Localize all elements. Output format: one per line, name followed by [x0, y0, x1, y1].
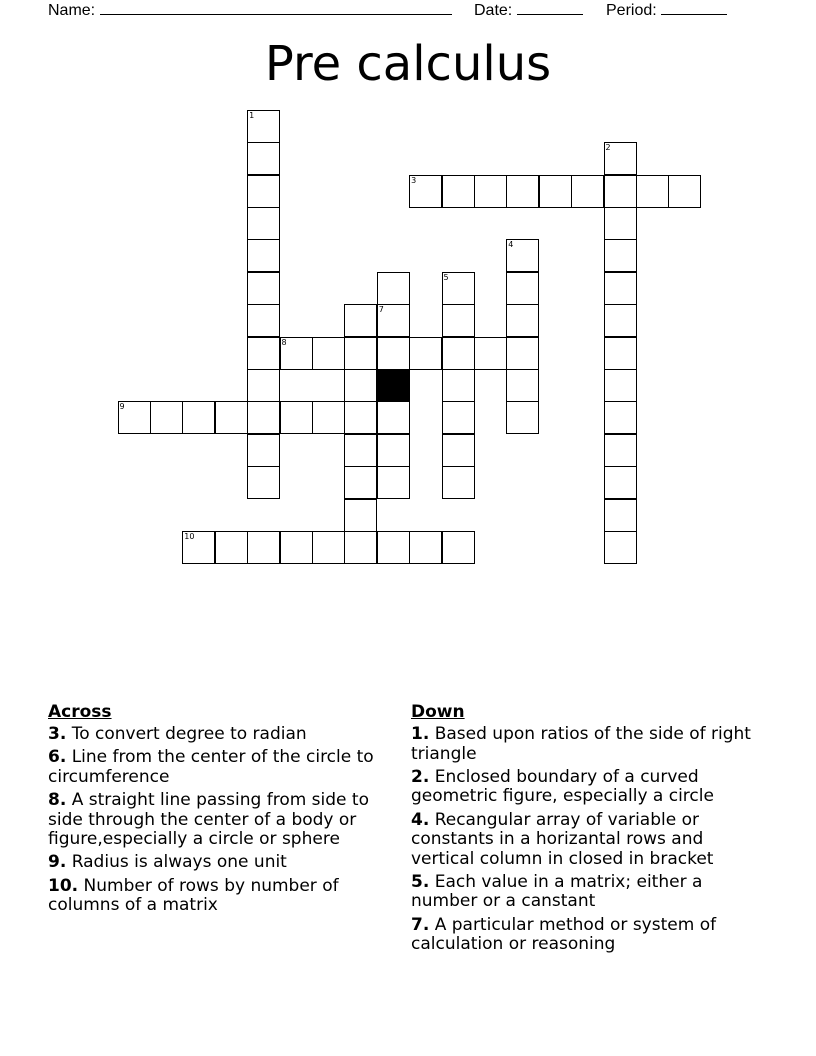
grid-cell[interactable]	[506, 239, 539, 272]
grid-cell[interactable]	[442, 175, 475, 208]
grid-cell[interactable]	[247, 207, 280, 240]
grid-cell[interactable]	[247, 466, 280, 499]
grid-cell[interactable]	[182, 401, 215, 434]
clue-number: 4	[508, 240, 514, 250]
grid-cell[interactable]	[344, 337, 377, 370]
clue-item-text: Enclosed boundary of a curved geometric figure, especially a circle	[411, 766, 714, 807]
clue-item-number: 1.	[411, 724, 430, 744]
grid-cell[interactable]	[409, 337, 442, 370]
grid-cell[interactable]	[604, 207, 637, 240]
grid-cell[interactable]	[215, 531, 248, 564]
clue-item	[411, 811, 761, 870]
clue-number: 1	[249, 110, 255, 120]
puzzle-title: Pre calculus	[264, 36, 552, 92]
clue-item-text: A particular method or system of calculation or reasoning	[411, 914, 717, 955]
grid-cell[interactable]	[571, 175, 604, 208]
clue-item-text: Radius is always one unit	[71, 852, 287, 873]
clue-item-text: Line from the center of the circle to circumference	[48, 747, 374, 787]
grid-cell[interactable]	[604, 401, 637, 434]
grid-cell[interactable]	[344, 304, 377, 337]
clue-item-number: 4.	[411, 809, 430, 830]
grid-cell[interactable]	[604, 239, 637, 272]
name-label: Name:	[48, 2, 96, 19]
down-heading: Down	[411, 702, 465, 722]
clue-item	[48, 791, 398, 850]
grid-cell[interactable]	[474, 337, 507, 370]
grid-cell[interactable]	[215, 401, 248, 434]
clue-item-text: To convert degree to radian	[71, 724, 307, 744]
grid-cell[interactable]	[247, 369, 280, 402]
date-label: Date:	[474, 2, 513, 19]
grid-cell[interactable]	[604, 272, 637, 305]
grid-cell[interactable]	[409, 175, 442, 208]
clue-item-text: Number of rows by number of columns of a matrix	[48, 875, 339, 916]
grid-cell[interactable]	[247, 531, 280, 564]
grid-cell[interactable]	[344, 531, 377, 564]
grid-cell[interactable]	[604, 304, 637, 337]
clue-item	[48, 748, 398, 787]
grid-cell[interactable]	[442, 531, 475, 564]
clue-item	[411, 725, 761, 764]
grid-cell[interactable]	[247, 272, 280, 305]
clue-item	[48, 853, 398, 873]
clue-item-text: Recangular array of variable or constants in a horizantal rows and vertical column in closed in bracket	[411, 809, 714, 869]
grid-cell[interactable]	[636, 175, 669, 208]
clue-item	[411, 768, 761, 807]
clue-item-number: 8.	[48, 790, 67, 811]
grid-cell[interactable]	[604, 369, 637, 402]
grid-cell[interactable]	[604, 434, 637, 467]
grid-cell[interactable]	[668, 175, 701, 208]
grid-cell[interactable]	[506, 401, 539, 434]
grid-cell[interactable]	[604, 499, 637, 532]
clue-item-number: 9.	[48, 852, 67, 873]
grid-cell[interactable]	[247, 239, 280, 272]
down-clue-list	[411, 725, 761, 955]
grid-cell[interactable]	[377, 272, 410, 305]
grid-cell[interactable]	[442, 434, 475, 467]
grid-cell[interactable]	[247, 337, 280, 370]
clue-item-number: 2.	[411, 766, 430, 787]
grid-cell[interactable]	[344, 401, 377, 434]
grid-cell[interactable]	[506, 175, 539, 208]
grid-cell[interactable]	[604, 466, 637, 499]
clue-number: 3	[411, 175, 417, 185]
grid-cell[interactable]	[150, 401, 183, 434]
grid-cell[interactable]	[247, 142, 280, 175]
grid-cell[interactable]	[280, 531, 313, 564]
blocked-cell	[377, 369, 410, 402]
down-clues	[411, 702, 761, 958]
grid-cell[interactable]	[118, 401, 151, 434]
clue-number: 7	[378, 305, 384, 315]
clue-item-number: 3.	[48, 724, 67, 744]
grid-cell[interactable]	[604, 337, 637, 370]
clue-item-text: A straight line passing from side to side through the center of a body or figure,especially a circle or sphere	[48, 790, 369, 850]
clue-item	[411, 873, 761, 912]
clue-item-number: 10.	[48, 875, 79, 896]
grid-cell[interactable]	[182, 531, 215, 564]
grid-cell[interactable]	[377, 434, 410, 467]
grid-cell[interactable]	[474, 175, 507, 208]
clue-item-text: Based upon ratios of the side of right triangle	[411, 724, 751, 764]
grid-cell[interactable]	[506, 304, 539, 337]
grid-cell[interactable]	[506, 337, 539, 370]
grid-cell[interactable]	[506, 272, 539, 305]
grid-cell[interactable]	[344, 434, 377, 467]
clue-item	[48, 725, 398, 745]
grid-cell[interactable]	[604, 531, 637, 564]
grid-cell[interactable]	[247, 175, 280, 208]
grid-cell[interactable]	[442, 466, 475, 499]
across-clues	[48, 702, 398, 919]
clue-number: 10	[184, 531, 195, 541]
grid-cell[interactable]	[377, 531, 410, 564]
grid-cell[interactable]	[539, 175, 572, 208]
grid-cell[interactable]	[442, 337, 475, 370]
grid-cell[interactable]	[442, 272, 475, 305]
grid-cell[interactable]	[604, 142, 637, 175]
grid-cell[interactable]	[312, 337, 345, 370]
clue-item-text: Each value in a matrix; either a number or a canstant	[411, 871, 703, 912]
clue-number: 5	[443, 272, 449, 282]
grid-cell[interactable]	[377, 466, 410, 499]
clue-item	[48, 877, 398, 916]
grid-cell[interactable]	[312, 401, 345, 434]
grid-cell[interactable]	[442, 304, 475, 337]
grid-cell[interactable]	[344, 499, 377, 532]
clue-item-number: 5.	[411, 871, 430, 892]
clue-number: 2	[605, 143, 611, 153]
clue-item-number: 7.	[411, 914, 430, 935]
grid-cell[interactable]	[247, 401, 280, 434]
grid-cell[interactable]	[377, 304, 410, 337]
across-heading: Across	[48, 702, 112, 722]
clue-item	[411, 916, 761, 955]
grid-cell[interactable]	[280, 337, 313, 370]
grid-cell[interactable]	[280, 401, 313, 434]
clue-item-number: 6.	[48, 747, 67, 768]
across-clue-list	[48, 725, 398, 916]
grid-cell[interactable]	[247, 304, 280, 337]
clue-number: 8	[281, 337, 287, 347]
grid-cell[interactable]	[604, 175, 637, 208]
period-label: Period:	[606, 2, 657, 19]
grid-cell[interactable]	[442, 401, 475, 434]
grid-cell[interactable]	[344, 369, 377, 402]
grid-cell[interactable]	[312, 531, 345, 564]
grid-cell[interactable]	[409, 531, 442, 564]
grid-cell[interactable]	[442, 369, 475, 402]
grid-cell[interactable]	[344, 466, 377, 499]
grid-cell[interactable]	[377, 401, 410, 434]
grid-cell[interactable]	[377, 337, 410, 370]
grid-cell[interactable]	[247, 434, 280, 467]
clue-number: 9	[119, 402, 125, 412]
grid-cell[interactable]	[247, 110, 280, 143]
grid-cell[interactable]	[506, 369, 539, 402]
